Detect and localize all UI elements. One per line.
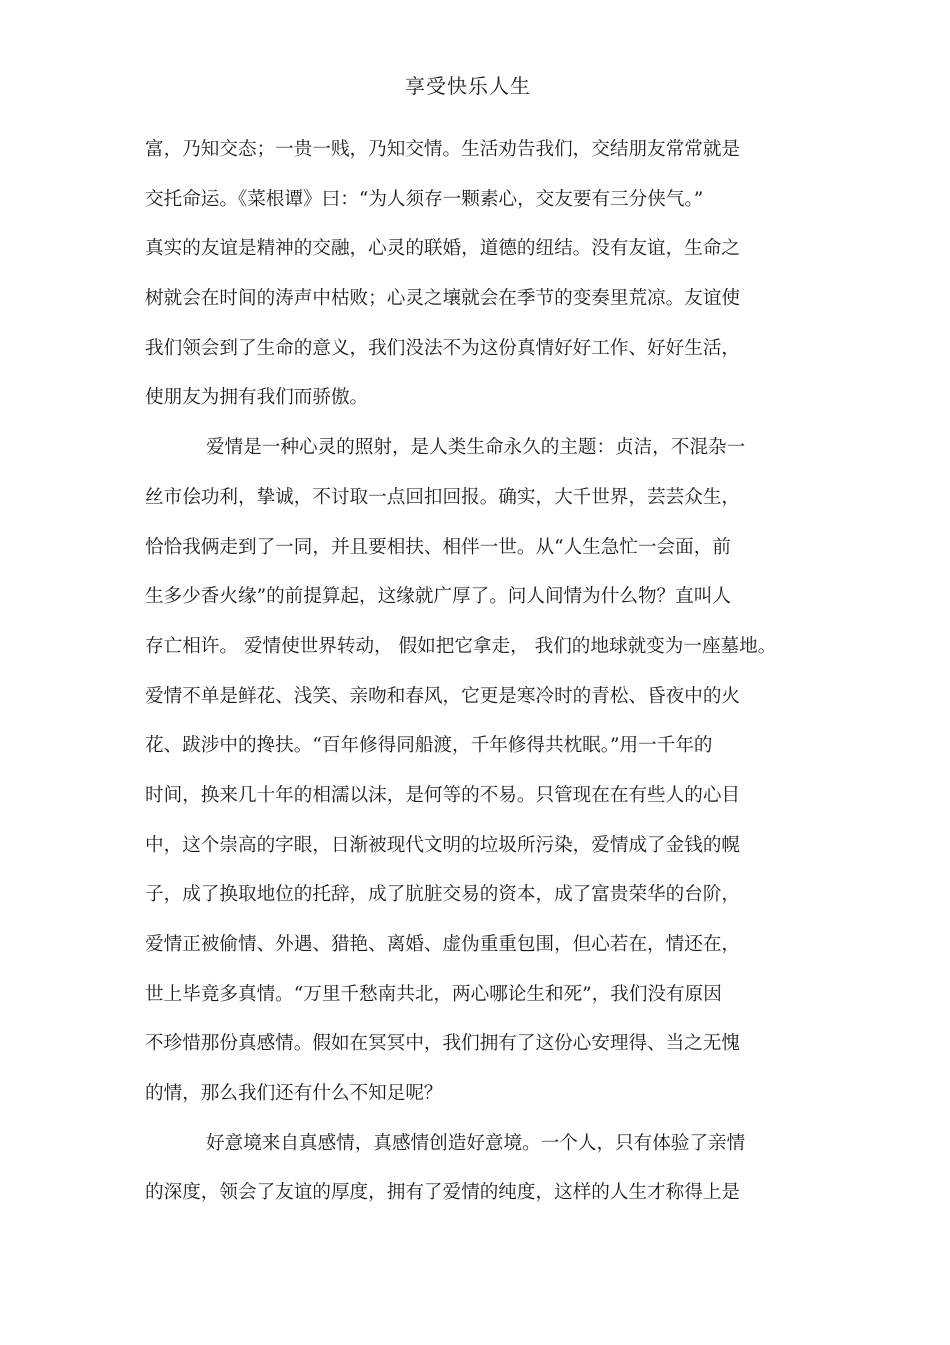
text-line: 中，这个崇高的字眼，日渐被现代文明的垃圾所污染，爱情成了金钱的幌 xyxy=(145,834,741,856)
text-line: 富，乃知交态；一贵一贱，乃知交情。生活劝告我们，交结朋友常常就是 xyxy=(145,139,741,160)
text-line: 树就会在时间的涛声中枯败；心灵之壤就会在季节的变奏里荒凉。友谊使 xyxy=(145,288,741,310)
text-line: 恰恰我俩走到了一同，并且要相扶、相伴一世。从“人生急忙一会面，前 xyxy=(145,536,731,558)
text-line: 使朋友为拥有我们而骄傲。 xyxy=(145,387,369,409)
text-line: 丝市侩功利，挚诚，不讨取一点回扣回报。确实，大千世界，芸芸众生， xyxy=(145,486,741,508)
document-body xyxy=(145,125,945,1218)
text-line: 爱情正被偷情、外遇、猎艳、离婚、虚伪重重包围，但心若在，情还在， xyxy=(145,934,741,955)
text-line: 爱情不单是鲜花、浅笑、亲吻和春风，它更是寒冷时的青松、昏夜中的火 xyxy=(145,685,741,707)
text-line: 交托命运。《菜根谭》曰：“为人须存一颗素心，交友要有三分侠气。” xyxy=(145,188,704,210)
text-line: 存亡相许。 爱情使世界转动， 假如把它拿走， 我们的地球就变为一座墓地。 xyxy=(145,635,777,657)
text-line: 真实的友谊是精神的交融，心灵的联婚，道德的纽结。没有友谊，生命之 xyxy=(145,238,741,260)
text-line: 的深度，领会了友谊的厚度，拥有了爱情的纯度，这样的人生才称得上是 xyxy=(145,1182,741,1204)
text-line: 子，成了换取地位的托辞，成了肮脏交易的资本，成了富贵荣华的台阶， xyxy=(145,884,741,906)
text-line: 生多少香火缘”的前提算起，这缘就广厚了。问人间情为什么物？直叫人 xyxy=(145,586,731,608)
document-title: 享受快乐人生 xyxy=(405,74,531,98)
text-line: 世上毕竟多真情。“万里千愁南共北，两心哪论生和死”，我们没有原因 xyxy=(145,983,722,1005)
text-line: 爱情是一种心灵的照射，是人类生命永久的主题：贞洁，不混杂一 xyxy=(206,437,746,459)
text-line: 的情，那么我们还有什么不知足呢？ xyxy=(145,1083,443,1105)
text-line: 不珍惜那份真感情。假如在冥冥中，我们拥有了这份心安理得、当之无愧 xyxy=(145,1033,741,1055)
text-line: 好意境来自真感情，真感情创造好意境。一个人，只有体验了亲情 xyxy=(206,1132,746,1154)
text-line: 时间，换来几十年的相濡以沫，是何等的不易。只管现在在有些人的心目 xyxy=(145,784,741,806)
text-line: 我们领会到了生命的意义，我们没法不为这份真情好好工作、好好生活， xyxy=(145,337,741,359)
text-line: 花、跋涉中的搀扶。“百年修得同船渡，千年修得共枕眠。”用一千年的 xyxy=(145,735,713,757)
